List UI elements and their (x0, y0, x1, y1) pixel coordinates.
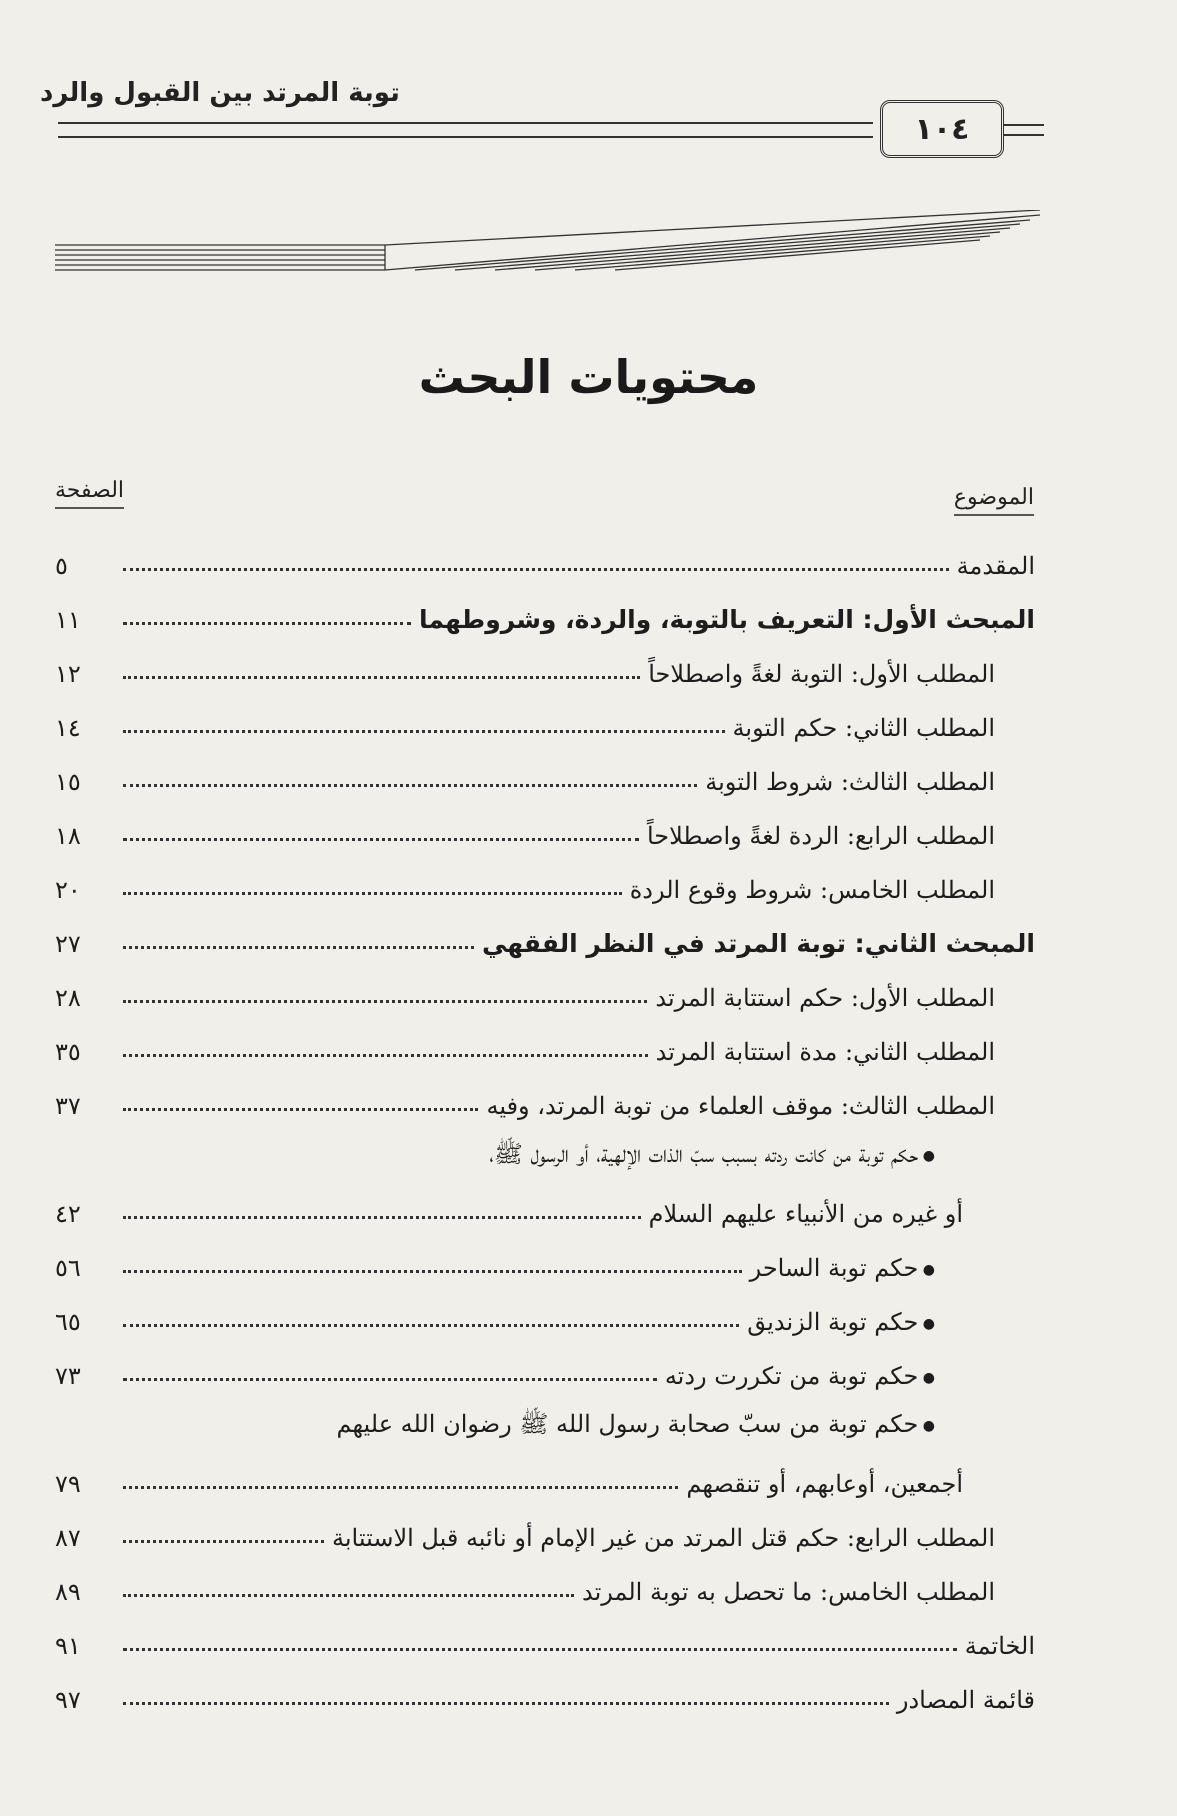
toc-entry[interactable] (55, 796, 1035, 850)
toc-entry[interactable] (55, 1336, 1035, 1390)
entry-page: ١٢ (55, 660, 81, 688)
entry-label: ● حكم توبة الساحر (742, 1254, 1035, 1282)
entry-label: أو غيره من الأنبياء عليهم السلام (648, 1200, 963, 1228)
entry-label: المطلب الثالث: موقف العلماء من توبة المرتد، وفيه (486, 1092, 995, 1120)
leader-dots (123, 730, 725, 733)
entry-page: ١٨ (55, 822, 81, 850)
entry-page: ٢٨ (55, 984, 81, 1012)
column-header-page: الصفحة (55, 478, 124, 509)
entry-page: ٢٧ (55, 930, 81, 958)
entry-page: ٧٣ (55, 1362, 81, 1390)
leader-dots (123, 1324, 739, 1327)
leader-dots (123, 1486, 678, 1489)
entry-page: ٥ (55, 552, 68, 580)
toc-entries (55, 526, 1035, 1714)
entry-label: المطلب الرابع: حكم قتل المرتد من غير الإمام أو نائبه قبل الاستتابة (331, 1524, 995, 1552)
entry-label: المطلب الثالث: شروط التوبة (705, 768, 995, 796)
leader-dots (123, 1054, 648, 1057)
entry-page: ١٤ (55, 714, 81, 742)
toc-entry[interactable] (55, 580, 1035, 634)
toc-title: محتويات البحث (418, 350, 759, 404)
entry-label: ● حكم توبة من سبّ صحابة رسول الله ﷺ رضوان الله عليهم (337, 1409, 1036, 1444)
header-rule (58, 122, 873, 138)
entry-label: المطلب الأول: حكم استتابة المرتد (655, 984, 995, 1012)
entry-label: ● حكم توبة من كانت ردته بسبب سبّ الذات الإلهية، أو الرسول ﷺ، (489, 1139, 1035, 1174)
toc-entry[interactable] (55, 1282, 1035, 1336)
toc-entry[interactable] (55, 1552, 1035, 1606)
toc-entry[interactable] (55, 958, 1035, 1012)
leader-dots (123, 892, 622, 895)
entry-page: ١١ (55, 606, 81, 634)
entry-page: ٩١ (55, 1632, 81, 1660)
entry-page: ٩٧ (55, 1686, 81, 1714)
entry-label: ● حكم توبة الزنديق (739, 1308, 1035, 1336)
toc-entry[interactable] (55, 1012, 1035, 1066)
entry-page: ٦٥ (55, 1308, 81, 1336)
leader-dots (123, 1000, 647, 1003)
leader-dots (123, 1702, 889, 1705)
header-rule-right (1004, 124, 1044, 136)
leader-dots (123, 1216, 641, 1219)
entry-page: ٧٩ (55, 1470, 81, 1498)
toc-entry[interactable] (55, 1498, 1035, 1552)
toc-entry[interactable] (55, 1660, 1035, 1714)
toc-entry[interactable] (55, 688, 1035, 742)
entry-label: المطلب الأول: التوبة لغةً واصطلاحاً (648, 660, 995, 688)
leader-dots (123, 1108, 478, 1111)
toc-entry-first-line[interactable] (55, 1390, 1035, 1444)
entry-label: قائمة المصادر (896, 1686, 1035, 1714)
entry-page: ١٥ (55, 768, 81, 796)
leader-dots (123, 1270, 742, 1273)
toc-entry[interactable] (55, 1066, 1035, 1120)
entry-page: ٥٦ (55, 1254, 81, 1282)
toc-entry[interactable] (55, 1228, 1035, 1282)
page-number: ١٠٤ (880, 100, 1004, 158)
entry-label: المطلب الخامس: ما تحصل به توبة المرتد (581, 1578, 995, 1606)
entry-page: ٢٠ (55, 876, 81, 904)
toc-entry[interactable] (55, 526, 1035, 580)
column-header-topic: الموضوع (954, 485, 1034, 516)
leader-dots (123, 838, 639, 841)
entry-page: ٣٧ (55, 1092, 81, 1120)
leader-dots (123, 1594, 574, 1597)
entry-page: ٨٩ (55, 1578, 81, 1606)
entry-label: المقدمة (956, 552, 1035, 580)
leader-dots (123, 1648, 957, 1651)
toc-entry[interactable] (55, 1174, 1035, 1228)
entry-label: ● حكم توبة من تكررت ردته (657, 1362, 1035, 1390)
entry-page: ٣٥ (55, 1038, 81, 1066)
leader-dots (123, 622, 411, 625)
entry-label: المبحث الأول: التعريف بالتوبة، والردة، وشروطهما (419, 605, 1035, 634)
entry-label: المطلب الثاني: حكم التوبة (732, 714, 995, 742)
running-header-title: توبة المرتد بين القبول والرد (40, 78, 400, 108)
leader-dots (123, 568, 949, 571)
entry-label: الخاتمة (964, 1632, 1035, 1660)
entry-label: المطلب الرابع: الردة لغةً واصطلاحاً (646, 822, 995, 850)
entry-page: ٤٢ (55, 1200, 81, 1228)
toc-entry[interactable] (55, 904, 1035, 958)
entry-page: ٨٧ (55, 1524, 81, 1552)
entry-label: أجمعين، أوعابهم، أو تنقصهم (686, 1470, 963, 1498)
entry-label: المطلب الخامس: شروط وقوع الردة (629, 876, 995, 904)
decorative-wedge-ornament (55, 210, 1040, 305)
toc-entry[interactable] (55, 850, 1035, 904)
entry-label: المطلب الثاني: مدة استتابة المرتد (655, 1038, 995, 1066)
toc-entry[interactable] (55, 1606, 1035, 1660)
leader-dots (123, 676, 640, 679)
toc-entry[interactable] (55, 742, 1035, 796)
leader-dots (123, 946, 474, 949)
toc-entry[interactable] (55, 1444, 1035, 1498)
leader-dots (123, 1540, 324, 1543)
leader-dots (123, 1378, 657, 1381)
toc-entry-first-line[interactable] (55, 1120, 1035, 1174)
entry-label: المبحث الثاني: توبة المرتد في النظر الفقهي (481, 929, 1035, 958)
leader-dots (123, 784, 697, 787)
toc-entry[interactable] (55, 634, 1035, 688)
